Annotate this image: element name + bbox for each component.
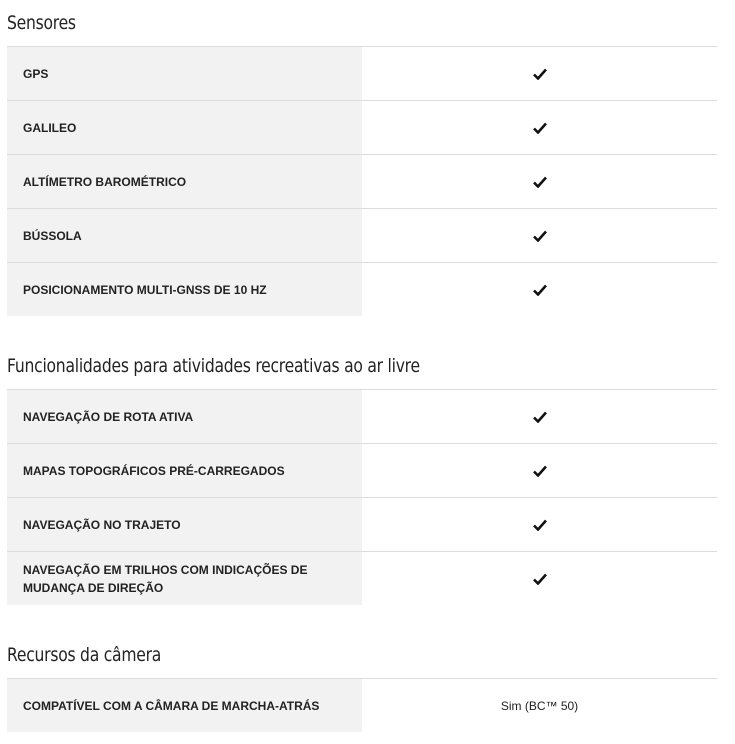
row-value [362, 47, 717, 100]
section-title: Funcionalidades para atividades recreativas ao ar livre [7, 354, 420, 377]
spec-table [7, 389, 717, 605]
row-label: GPS [7, 47, 362, 100]
row-value [362, 155, 717, 208]
check-icon [533, 68, 547, 80]
row-label: GALILEO [7, 101, 362, 154]
row-value [362, 679, 717, 732]
table-row [7, 101, 717, 155]
check-icon [533, 465, 547, 477]
row-value [362, 101, 717, 154]
row-label: COMPATÍVEL COM A CÂMARA DE MARCHA-ATRÁS [7, 679, 362, 732]
row-value [362, 498, 717, 551]
row-value [362, 263, 717, 316]
spec-table [7, 678, 717, 732]
row-value [362, 444, 717, 497]
table-row [7, 155, 717, 209]
check-icon [533, 230, 547, 242]
section-sensores [7, 0, 717, 316]
section-title: Sensores [7, 11, 76, 34]
row-label: NAVEGAÇÃO EM TRILHOS COM INDICAÇÕES DE MUDANÇA DE DIREÇÃO [7, 552, 362, 605]
section-header [7, 632, 717, 678]
table-row [7, 679, 717, 732]
table-row [7, 263, 717, 316]
row-label: BÚSSOLA [7, 209, 362, 262]
section-recursos-camera [7, 632, 717, 732]
section-header [7, 343, 717, 389]
table-row [7, 444, 717, 498]
row-value [362, 552, 717, 605]
check-icon [533, 122, 547, 134]
row-label: POSICIONAMENTO MULTI-GNSS DE 10 HZ [7, 263, 362, 316]
check-icon [533, 284, 547, 296]
check-icon [533, 519, 547, 531]
row-label: NAVEGAÇÃO DE ROTA ATIVA [7, 390, 362, 443]
check-icon [533, 573, 547, 585]
row-label: ALTÍMETRO BAROMÉTRICO [7, 155, 362, 208]
row-label: MAPAS TOPOGRÁFICOS PRÉ-CARREGADOS [7, 444, 362, 497]
section-funcionalidades [7, 343, 717, 605]
table-row [7, 209, 717, 263]
row-label: NAVEGAÇÃO NO TRAJETO [7, 498, 362, 551]
section-header [7, 0, 717, 46]
table-row [7, 498, 717, 552]
section-title: Recursos da câmera [7, 643, 162, 666]
check-icon [533, 176, 547, 188]
table-row [7, 47, 717, 101]
row-value [362, 209, 717, 262]
check-icon [533, 411, 547, 423]
table-row [7, 390, 717, 444]
row-value-text: Sim (BC™ 50) [500, 698, 579, 713]
row-value [362, 390, 717, 443]
spec-table [7, 46, 717, 316]
table-row [7, 552, 717, 605]
